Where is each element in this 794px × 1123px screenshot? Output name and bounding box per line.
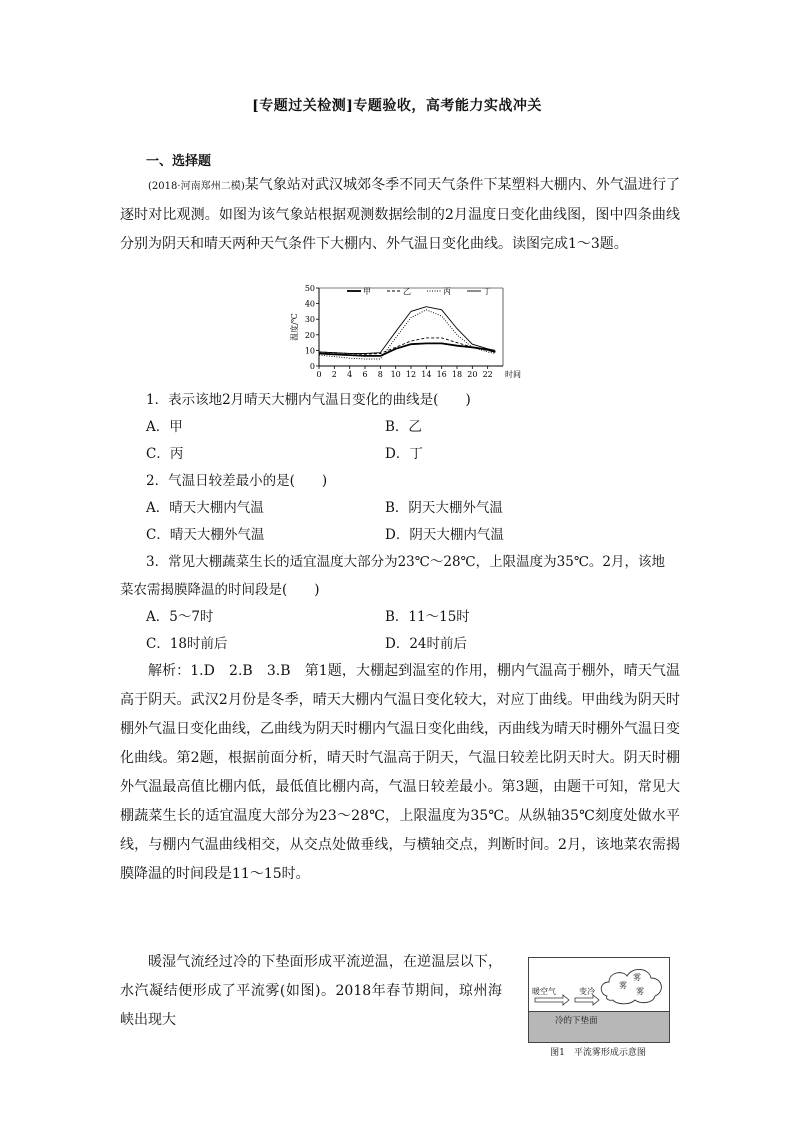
advection-fog-diagram [528,957,670,1043]
x-tick-label: 10 [390,370,401,379]
question-2-option-b: B．阴天大棚外气温 [385,500,503,516]
y-tick-label: 0 [309,362,315,371]
fog-cloud-icon [601,969,661,1003]
fog-label-1: 雾 [619,981,627,990]
question-3-stem-line-2: 菜农需揭膜降温的时间段是( ) [120,582,320,598]
question-1-option-d: D．丁 [385,446,423,462]
section-heading: 一、选择题 [146,154,212,169]
legend-label-丙: 丙 [443,287,451,296]
x-tick-label: 2 [331,370,337,379]
y-tick-label: 30 [304,315,315,325]
question-1-option-a: A．甲 [146,419,183,435]
question-2-option-c: C．晴天大棚外气温 [146,527,265,543]
y-tick-label: 50 [304,284,315,293]
y-tick-label: 40 [304,299,315,309]
y-tick-label: 20 [304,330,315,340]
question-3-stem-line-1: 3．常见大棚蔬菜生长的适宜温度大部分为23℃～28℃，上限温度为35℃。2月，该地 [146,554,666,570]
question-2-option-d: D．阴天大棚内气温 [385,527,504,543]
y-axis-label: 温度/℃ [290,313,299,341]
source-tag: (2018·河南郑州二模) [148,181,245,192]
x-tick-label: 8 [377,370,383,379]
y-tick-label: 10 [304,346,315,356]
x-tick-label: 20 [467,370,478,379]
question-2-option-a: A．晴天大棚内气温 [146,500,264,516]
cold-surface-label: 冷的下垫面 [555,1016,598,1026]
legend-label-甲: 甲 [363,287,371,296]
legend-label-乙: 乙 [403,287,411,296]
question-3-option-d: D．24时前后 [385,636,468,652]
question-1-stem: 1．表示该地2月晴天大棚内气温日变化的曲线是( ) [146,392,471,408]
fog-label-3: 雾 [636,987,644,996]
question-2-stem: 2．气温日较差最小的是( ) [146,473,328,489]
temperature-chart [285,282,521,382]
figure-2-caption: 图1 平流雾形成示意图 [550,1048,646,1058]
analysis-paragraph: 解析：1.D 2.B 3.B 第1题，大棚起到温室的作用，棚内气温高于棚外，晴天气温高于阴天。武汉2月份是冬季，晴天大棚内气温日变化较大，对应丁曲线。甲曲线为阴天时棚外气温日变化曲线，乙曲线为阴天时棚内气温日变化曲线，丙曲线为晴天时棚外气温日变化曲线。第2题，根据前面分析，晴天时气温高于阴天，气温日较差比阴天时大。阴天时棚外气温最高值比棚内低，最低值比棚内高，气温日较差最小。第3题，由题干可知，常见大棚蔬菜生长的适宜温度大部分为23～28℃，上限温度为35℃。从纵轴35℃刻度处做水平线，与棚内气温曲线相交，从交点处做垂线，与横轴交点，判断时间。2月，该地菜农需揭膜降温的时间段是11～15时。 [120,663,680,882]
warm-air-arrow [535,995,569,1005]
cooling-label: 变冷 [579,987,595,996]
passage-2: 暖湿气流经过冷的下垫面形成平流逆温，在逆温层以下，水汽凝结便形成了平流雾(如图)。2018年春节期间，琼州海峡出现大 [120,954,502,1028]
intro-text: 某气象站对武汉城郊冬季不同天气条件下某塑料大棚内、外气温进行了逐时对比观测。如图为该气象站根据观测数据绘制的2月温度日变化曲线图，图中四条曲线分别为阴天和晴天两种天气条件下大棚内、外气温日变化曲线。读图完成1～3题。 [120,177,680,252]
x-tick-label: 6 [362,370,368,379]
x-tick-label: 0 [316,370,322,379]
x-tick-label: 14 [421,370,432,379]
x-tick-label: 12 [405,370,417,379]
legend-label-丁: 丁 [483,287,491,296]
cold-surface [529,1011,669,1042]
question-3-option-b: B．11～15时 [385,609,470,625]
question-1-option-c: C．丙 [146,446,184,462]
x-tick-label: 22 [482,370,493,379]
series-line-甲 [319,343,495,356]
question-3-option-c: C．18时前后 [146,636,228,652]
x-tick-label: 4 [347,370,353,379]
x-axis-label: 时间 [505,370,521,379]
question-3-option-a: A．5～7时 [146,609,214,625]
x-tick-label: 16 [436,370,447,379]
fog-label-2: 雾 [633,973,641,982]
question-1-option-b: B．乙 [385,419,422,435]
warm-air-label: 暖空气 [532,987,556,996]
page-title: [专题过关检测]专题验收，高考能力实战冲关 [252,98,542,114]
x-tick-label: 18 [451,370,463,379]
intro-paragraph [120,171,680,259]
